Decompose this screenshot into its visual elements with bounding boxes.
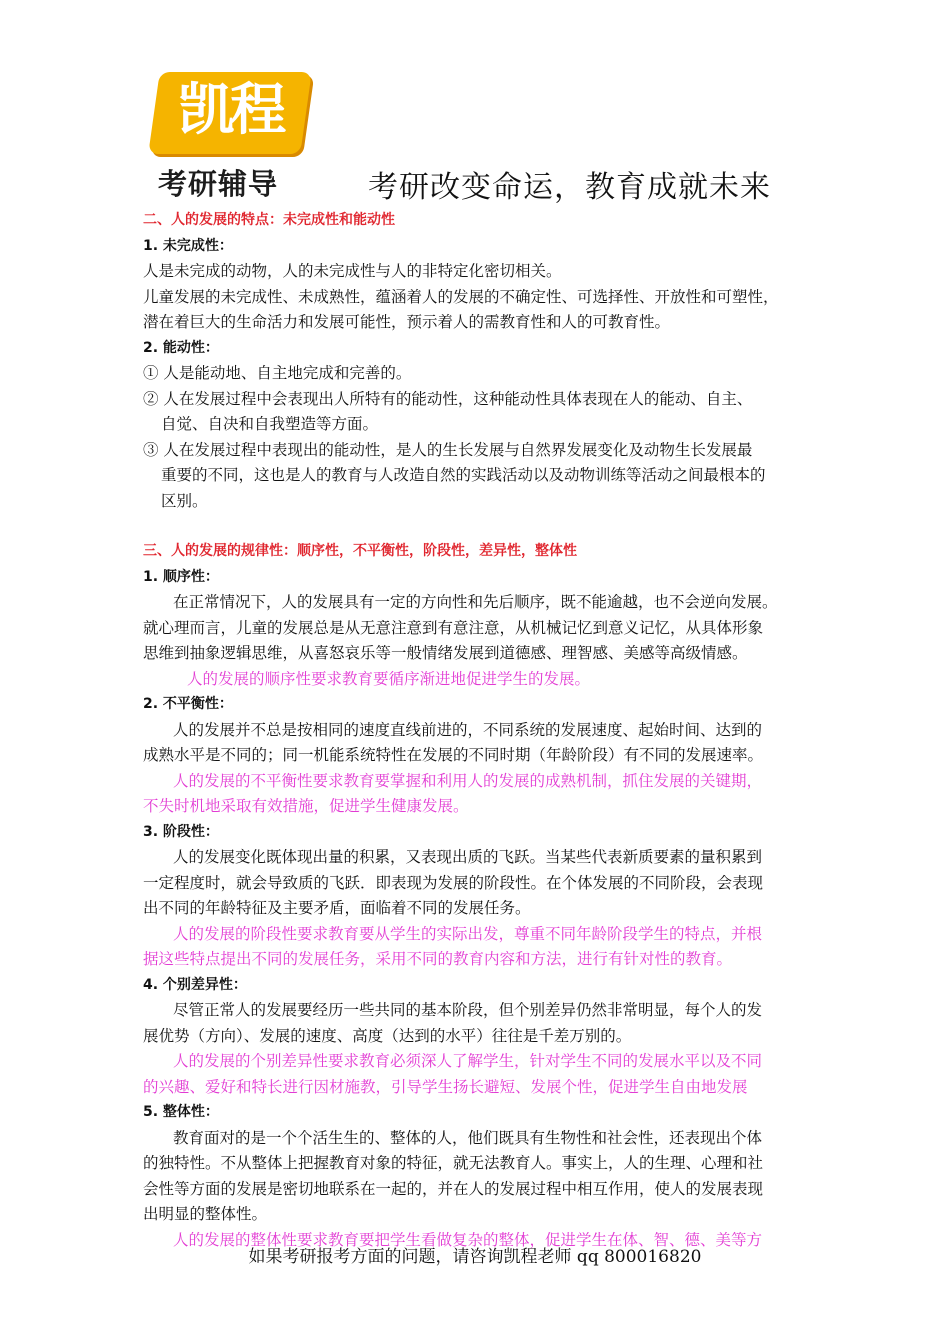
paragraph-line: 教育面对的是一个个活生生的、整体的人，他们既具有生物性和社会性，还表现出个体 [173, 1128, 763, 1147]
paragraph-line: 就心理而言，儿童的发展总是从无意注意到有意注意，从机械记忆到意义记忆，从具体形象 [143, 618, 764, 637]
section-heading: 二、人的发展的特点：未完成性和能动性 [143, 212, 395, 228]
subsection-heading: 5. 整体性： [143, 1104, 219, 1120]
paragraph-line: 成熟水平是不同的；同一机能系统特性在发展的不同时期（年龄阶段）有不同的发展速率。 [143, 746, 764, 764]
list-item: ③ 人在发展过程中表现出的能动性，是人的生长发展与自然界发展变化及动物生长发展最 [143, 440, 753, 459]
emphasis-line: 人的发展的个别差异性要求教育必须深人了解学生，针对学生不同的发展水平以及不同 [173, 1052, 763, 1070]
paragraph-line: 在正常情况下，人的发展具有一定的方向性和先后顺序，既不能逾越，也不会逆向发展。 [173, 593, 778, 611]
paragraph-line: 出明显的整体性。 [143, 1205, 268, 1223]
subsection-heading: 2. 能动性： [143, 339, 219, 356]
paragraph-line: 尽管正常人的发展要经历一些共同的基本阶段，但个别差异仍然非常明显，每个人的发 [173, 1001, 763, 1019]
emphasis-line: 不失时机地采取有效措施，促进学生健康发展。 [143, 797, 469, 815]
page-footer: 如果考研报考方面的问题，请咨询凯程老师 qq 800016820 [248, 1247, 702, 1267]
paragraph-line: 人的发展并不总是按相同的速度直线前进的，不同系统的发展速度、起始时间、达到的 [173, 720, 763, 739]
paragraph-line: 一定程度时，就会导致质的飞跃．即表现为发展的阶段性。在个体发展的不同阶段，会表现 [143, 873, 764, 892]
subsection-heading: 4. 个别差异性： [143, 976, 247, 993]
logo-subtitle: 考研辅导 [158, 167, 279, 201]
paragraph-line: 的独特性。不从整体上把握教育对象的特征，就无法教育人。事实上，人的生理、心理和社 [143, 1154, 764, 1172]
paragraph-line: 潜在着巨大的生命活力和发展可能性，预示着人的需教育性和人的可教育性。 [143, 313, 671, 331]
document-body [143, 208, 811, 1253]
paragraph-line: 出不同的年龄特征及主要矛盾，面临着不同的发展任务。 [143, 899, 531, 917]
subsection-heading: 3. 阶段性： [143, 823, 219, 840]
subsection-heading: 1. 未完成性： [143, 237, 233, 254]
emphasis-line: 人的发展的顺序性要求教育要循序渐进地促进学生的发展。 [187, 669, 591, 688]
brand-logo [150, 72, 310, 200]
list-item-continuation: 区别。 [161, 491, 208, 510]
paragraph-line: 展优势（方向）、发展的速度、高度（达到的水平）往往是千差万别的。 [143, 1026, 632, 1045]
paragraph-line: 人的发展变化既体现出量的积累，又表现出质的飞跃。当某些代表新质要素的量积累到 [173, 848, 763, 866]
section-heading: 三、人的发展的规律性：顺序性，不平衡性，阶段性，差异性，整体性 [143, 543, 577, 559]
paragraph-line: 思维到抽象逻辑思维，从喜怒哀乐等一般情绪发展到道德感、理智感、美感等高级情感。 [143, 644, 748, 662]
logo-mark-text: 凯程 [178, 78, 283, 143]
list-item-continuation: 自觉、自决和自我塑造等方面。 [161, 415, 379, 433]
subsection-heading: 2. 不平衡性： [143, 696, 233, 712]
emphasis-line: 的兴趣、爱好和特长进行因材施教，引导学生扬长避短、发展个性，促进学生自由地发展 [143, 1077, 748, 1096]
paragraph-line: 儿童发展的未完成性、未成熟性，蕴涵着人的发展的不确定性、可选择性、开放性和可塑性， [143, 287, 779, 306]
emphasis-line: 据这些特点提出不同的发展任务，采用不同的教育内容和方法，进行有针对性的教育。 [143, 950, 733, 968]
paragraph-line: 人是未完成的动物，人的未完成性与人的非特定化密切相关。 [143, 262, 562, 280]
logo-mark [148, 72, 312, 154]
list-item-continuation: 重要的不同，这也是人的教育与人改造自然的实践活动以及动物训练等活动之间最根本的 [161, 466, 766, 484]
subsection-heading: 1. 顺序性： [143, 568, 219, 585]
list-item: ② 人在发展过程中会表现出人所特有的能动性，这种能动性具体表现在人的能动、自主、 [143, 389, 753, 408]
section-spacer [143, 514, 811, 539]
emphasis-line: 人的发展的不平衡性要求教育要掌握和利用人的发展的成熟机制，抓住发展的关键期， [173, 771, 763, 790]
header-slogan: 考研改变命运，教育成就未来 [368, 170, 771, 205]
emphasis-line: 人的发展的阶段性要求教育要从学生的实际出发，尊重不同年龄阶段学生的特点，并根 [173, 924, 763, 943]
paragraph-line: 会性等方面的发展是密切地联系在一起的，并在人的发展过程中相互作用，使人的发展表现 [143, 1179, 764, 1198]
list-item: ① 人是能动地、自主地完成和完善的。 [143, 364, 412, 382]
emphasis-line: 人的发展的整体性要求教育要把学生看做复杂的整体，促进学生在体、智、德、美等方 [173, 1230, 763, 1249]
